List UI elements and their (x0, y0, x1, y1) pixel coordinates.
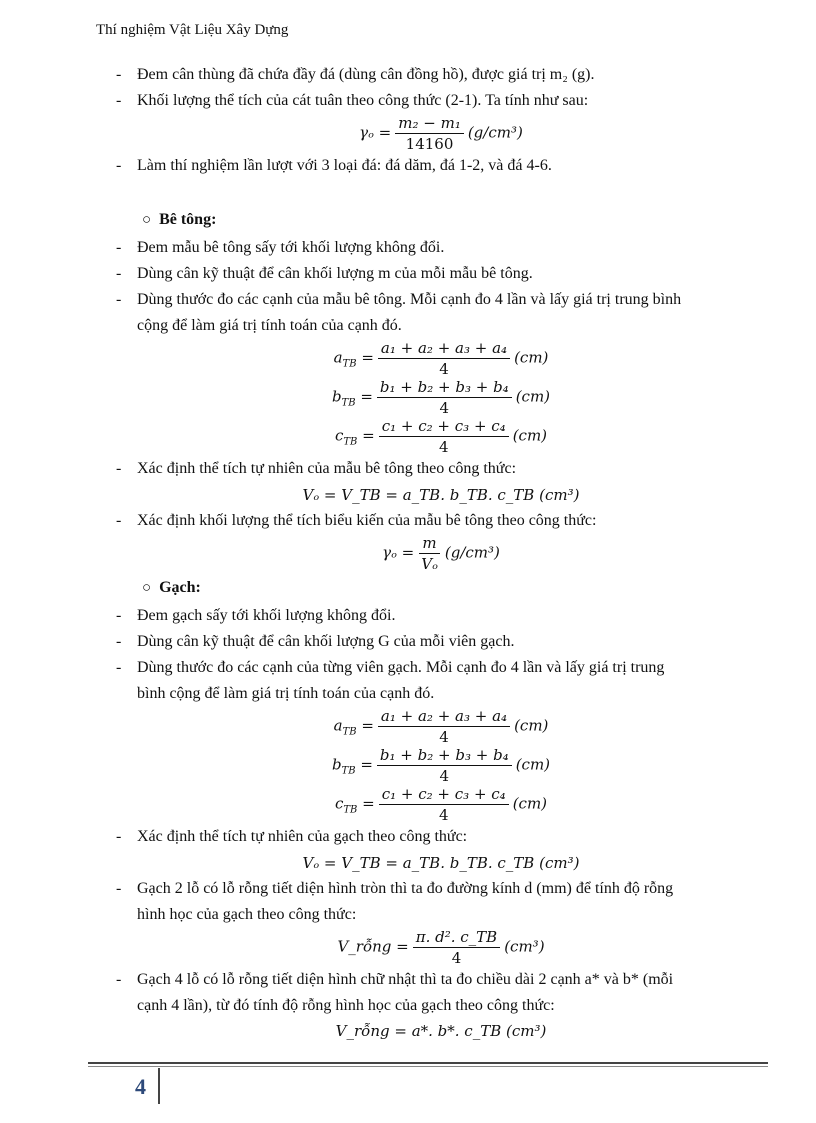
list-item: - Đem cân thùng đã chứa đầy đá (dùng cân đồng hồ), được giá trị m₂ (g). (116, 66, 595, 83)
equation-gamma: γₒ = $\frac{\text{m₂ − m₁}}{14160}$ (g/cm³) (359, 114, 523, 153)
equation-a-tb: $a_{TB}$ = $\frac{\text{a₁ + a₂ + a₃ + a₄}}{4}$ (cm) (333, 707, 549, 746)
circle-bullet-icon: ○ (142, 580, 152, 596)
equation-hollow-rect: V_rỗng = a*. b*. c_TB (cm³) (335, 1022, 547, 1040)
list-item: - Đem mẫu bê tông sấy tới khối lượng không đổi. (116, 239, 445, 256)
section-heading-concrete: ○ Bê tông: (142, 211, 217, 228)
page-content (116, 62, 766, 1043)
list-item: - Dùng cân kỹ thuật để cân khối lượng G của mỗi viên gạch. (116, 633, 515, 650)
list-item: - Dùng thước đo các cạnh của mẫu bê tông. Mỗi cạnh đo 4 lần và lấy giá trị trung bình cộng để làm giá trị tính toán của cạnh đó. (116, 291, 682, 334)
list-item: - Khối lượng thể tích của cát tuân theo công thức (2-1). Ta tính như sau: (116, 92, 589, 109)
list-item: - Đem gạch sấy tới khối lượng không đổi. (116, 607, 396, 624)
equation-volume-concrete: Vₒ = V_TB = a_TB. b_TB. c_TB (cm³) (302, 486, 580, 504)
list-item: - Dùng thước đo các cạnh của từng viên gạch. Mỗi cạnh đo 4 lần và lấy giá trị trung bình cộng để làm giá trị tính toán của cạnh đó. (116, 659, 665, 702)
equation-b-tb: $b_{TB}$ = $\frac{\text{b₁ + b₂ + b₃ + b₄}}{4}$ (cm) (331, 746, 551, 785)
equation-c-tb: $c_{TB}$ = $\frac{\text{c₁ + c₂ + c₃ + c₄}}{4}$ (cm) (334, 417, 548, 456)
equation-hollow-round: V_rỗng = $\frac{\text{π. d². c\_TB}}{4}$ (cm³) (337, 928, 545, 967)
equation-density-concrete: γₒ = $\frac{m}{\text{Vₒ}}$ (g/cm³) (382, 534, 500, 573)
list-item: - Gạch 4 lỗ có lỗ rỗng tiết diện hình chữ nhật thì ta đo chiều dài 2 cạnh a* và b* (mỗi cạnh 4 lần), từ đó tính độ rỗng hình học của gạch theo công thức: (116, 971, 674, 1014)
equation-volume-brick: Vₒ = V_TB = a_TB. b_TB. c_TB (cm³) (302, 854, 580, 872)
equation-b-tb: $b_{TB}$ = $\frac{\text{b₁ + b₂ + b₃ + b₄}}{4}$ (cm) (331, 378, 551, 417)
list-item: - Xác định thể tích tự nhiên của mẫu bê tông theo công thức: (116, 460, 517, 477)
equation-c-tb: $c_{TB}$ = $\frac{\text{c₁ + c₂ + c₃ + c₄}}{4}$ (cm) (334, 785, 548, 824)
list-item: - Dùng cân kỹ thuật để cân khối lượng m của mỗi mẫu bê tông. (116, 265, 533, 282)
section-heading-brick: ○ Gạch: (142, 579, 201, 596)
page-header: Thí nghiệm Vật Liệu Xây Dựng (96, 22, 289, 38)
list-item: - Làm thí nghiệm lần lượt với 3 loại đá: đá dăm, đá 1-2, và đá 4-6. (116, 157, 552, 174)
footer-divider-thin (88, 1066, 768, 1067)
list-item: - Xác định thể tích tự nhiên của gạch theo công thức: (116, 828, 468, 845)
circle-bullet-icon: ○ (142, 212, 152, 228)
list-item: - Gạch 2 lỗ có lỗ rỗng tiết diện hình tròn thì ta đo đường kính d (mm) để tính độ rỗng hình học của gạch theo công thức: (116, 880, 674, 923)
equation-a-tb: $a_{TB}$ = $\frac{\text{a₁ + a₂ + a₃ + a₄}}{4}$ (cm) (333, 339, 549, 378)
footer-divider (88, 1062, 768, 1064)
page-number: 4 (135, 1074, 146, 1099)
list-item: - Xác định khối lượng thể tích biểu kiến của mẫu bê tông theo công thức: (116, 512, 597, 529)
footer-separator (158, 1068, 160, 1104)
